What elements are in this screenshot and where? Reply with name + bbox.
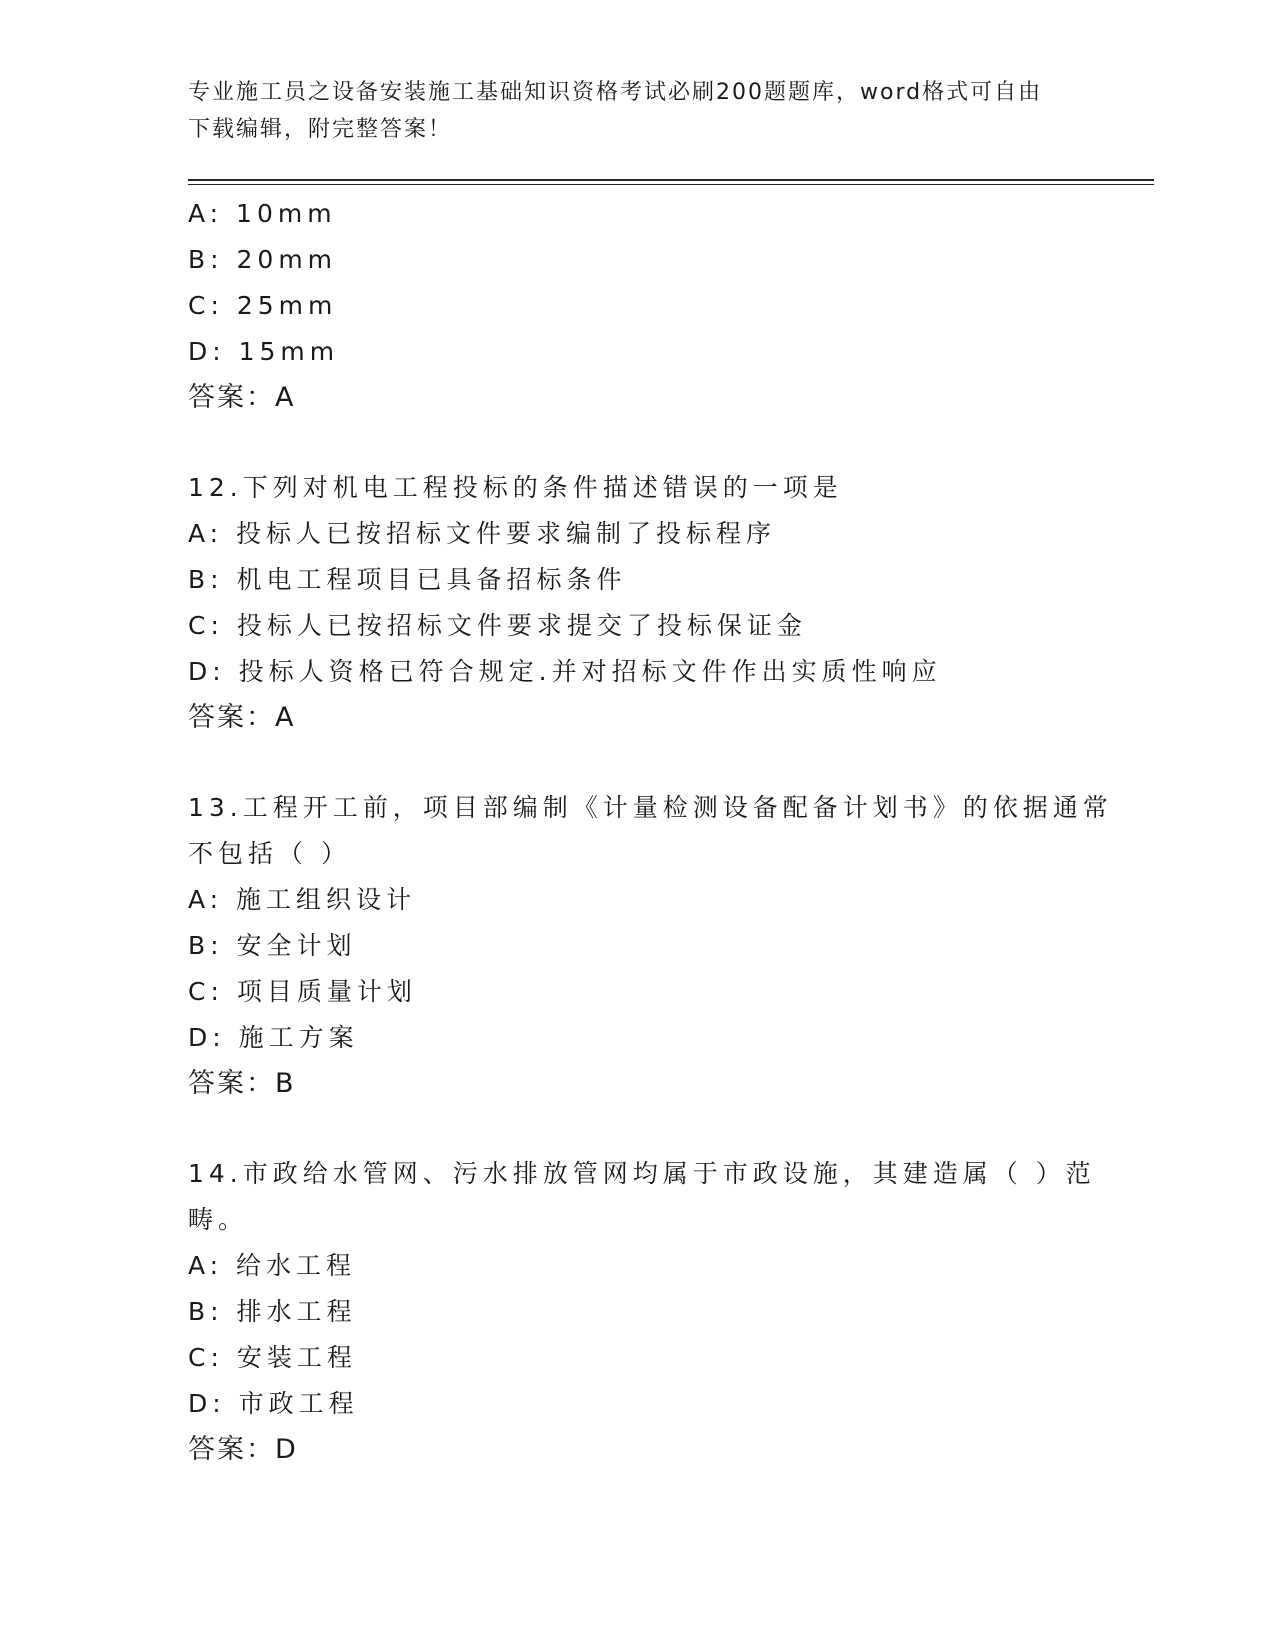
question-14: [188, 1151, 1154, 1473]
question-stem: 12.下列对机电工程投标的条件描述错误的一项是: [188, 473, 843, 502]
option-c: C: 安装工程: [188, 1343, 357, 1372]
option-b: B: 安全计划: [188, 931, 357, 960]
question-stem-line-2: 不包括（ ）: [188, 839, 351, 868]
option-d: D: 投标人资格已符合规定.并对招标文件作出实质性响应: [188, 657, 942, 686]
option-a: A: 10mm: [188, 199, 337, 228]
option-d: D: 15mm: [188, 337, 340, 366]
question-stem-line-2: 畴。: [188, 1205, 249, 1234]
option-c: C: 项目质量计划: [188, 977, 417, 1006]
question-list: [188, 191, 1154, 1473]
document-header: [188, 74, 1088, 148]
question-stem-line-1: 14.市政给水管网、污水排放管网均属于市政设施，其建造属（ ）范: [188, 1159, 1096, 1188]
option-a: A: 给水工程: [188, 1251, 357, 1280]
option-a: A: 施工组织设计: [188, 885, 417, 914]
question-12: [188, 465, 1154, 741]
header-line-2: 下载编辑，附完整答案！: [188, 117, 453, 142]
question-13: [188, 785, 1154, 1107]
option-d: D: 市政工程: [188, 1389, 359, 1418]
header-rule-thin: [188, 184, 1154, 185]
option-a: A: 投标人已按招标文件要求编制了投标程序: [188, 519, 777, 548]
option-b: B: 20mm: [188, 245, 338, 274]
question-11: [188, 191, 1154, 421]
question-stem-line-1: 13.工程开工前，项目部编制《计量检测设备配备计划书》的依据通常: [188, 793, 1113, 822]
header-line-1: 专业施工员之设备安装施工基础知识资格考试必刷200题题库，word格式可自由: [188, 80, 1043, 105]
answer: 答案：A: [188, 702, 296, 733]
answer: 答案：D: [188, 1434, 298, 1465]
option-c: C: 25mm: [188, 291, 338, 320]
option-d: D: 施工方案: [188, 1023, 359, 1052]
answer: 答案：B: [188, 1068, 296, 1099]
option-c: C: 投标人已按招标文件要求提交了投标保证金: [188, 611, 807, 640]
option-b: B: 机电工程项目已具备招标条件: [188, 565, 627, 594]
answer: 答案：A: [188, 382, 296, 413]
option-b: B: 排水工程: [188, 1297, 357, 1326]
header-rule-thick: [188, 179, 1154, 181]
